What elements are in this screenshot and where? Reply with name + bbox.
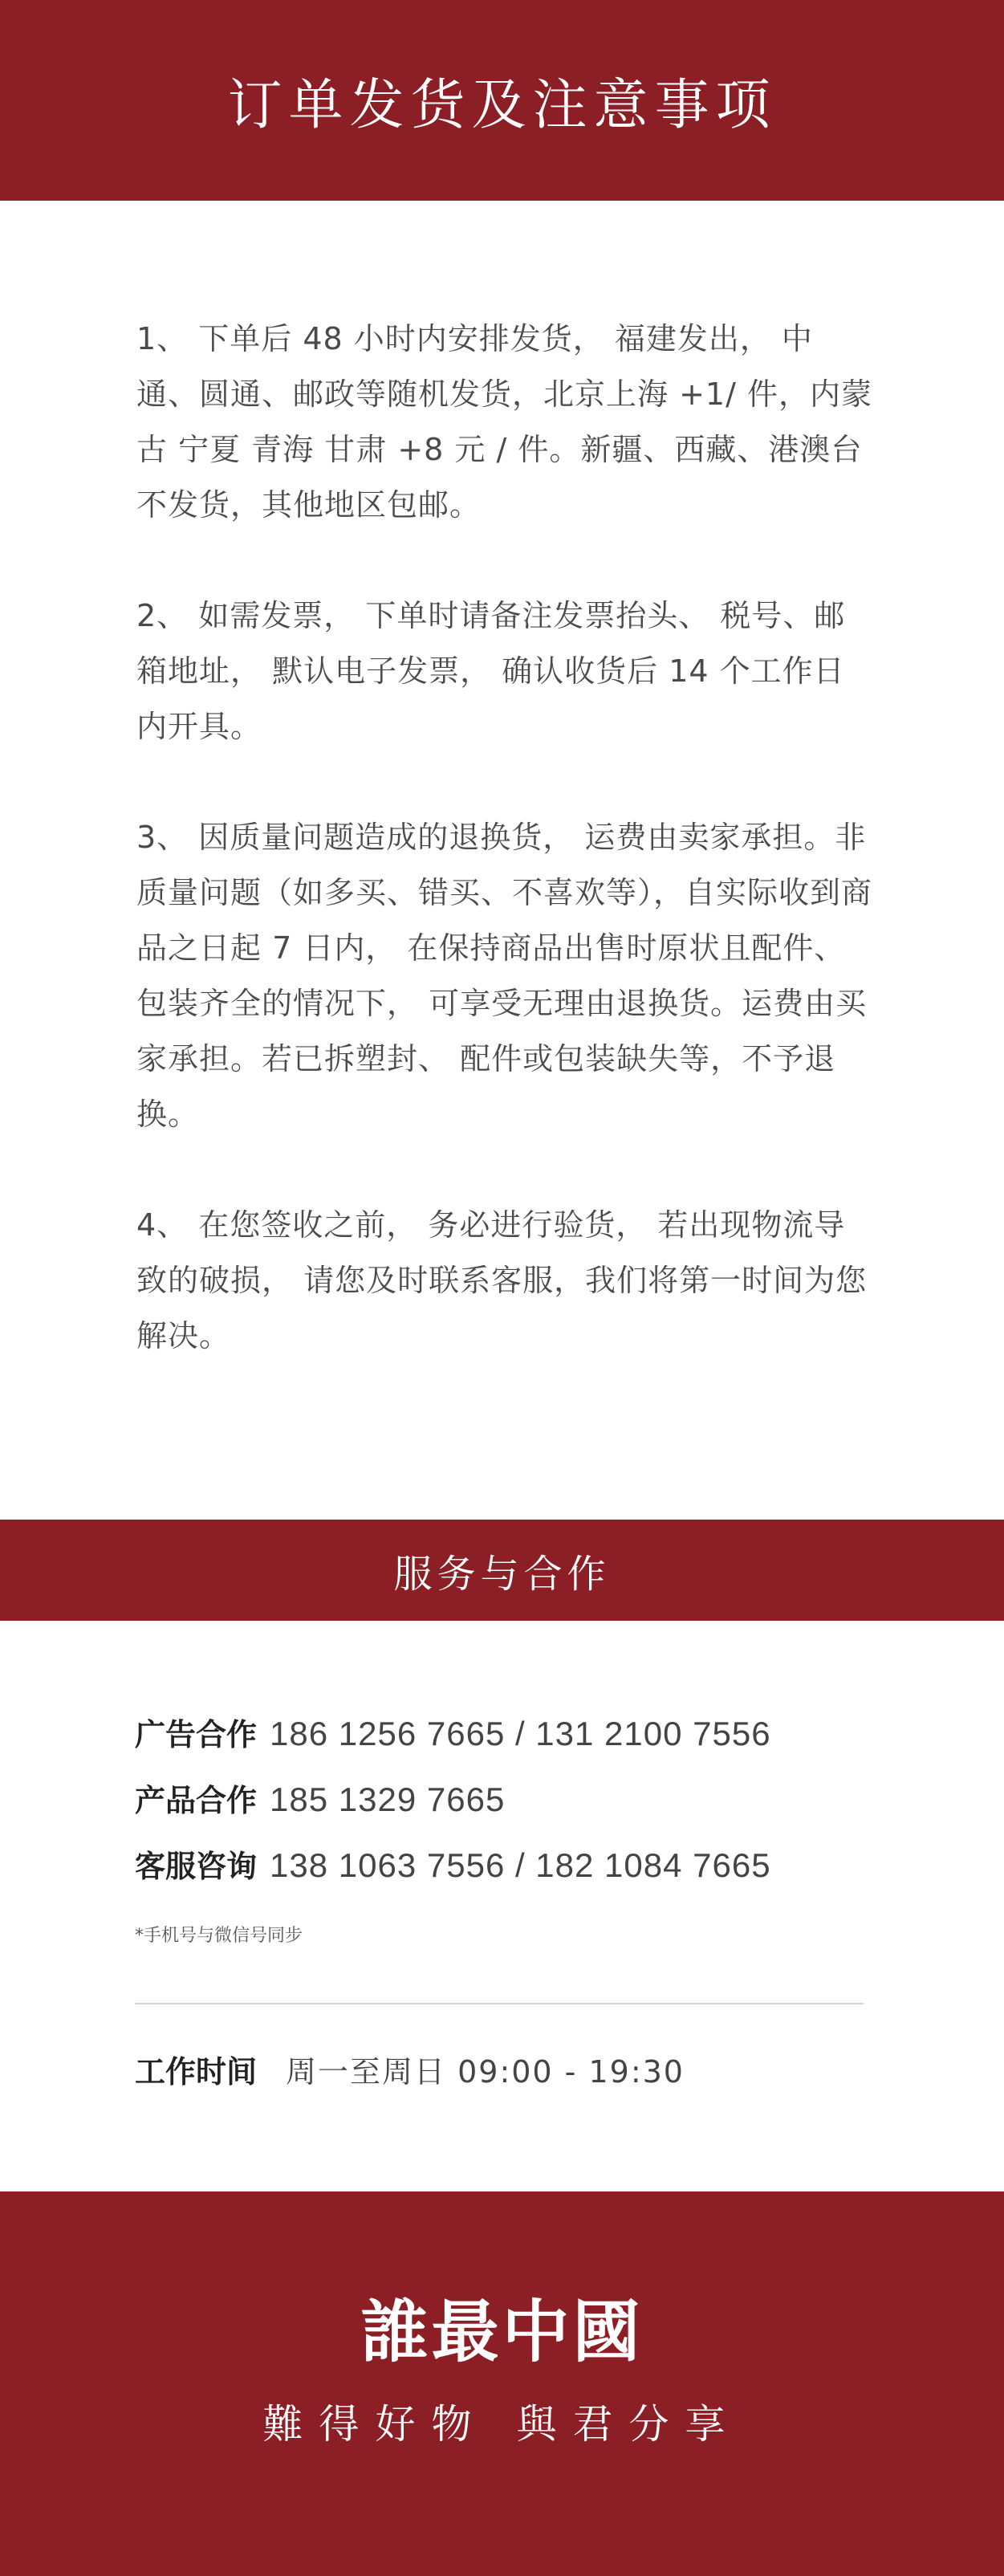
contact-phone[interactable]: 186 1256 7665 / 131 2100 7556 [270,1715,771,1752]
service-section-title: 服务与合作 [393,1551,611,1597]
footer-banner [0,2191,1004,2576]
contact-label: 广告合作 [135,1717,258,1752]
contact-phone[interactable]: 138 1063 7556 / 182 1084 7665 [270,1846,771,1884]
notes-list [136,311,875,1419]
page-title: 订单发货及注意事项 [227,73,777,137]
working-hours-label: 工作时间 [135,2054,258,2090]
wechat-footnote: *手机号与微信号同步 [135,1926,303,1946]
brand-logo: 誰最中國 [360,2292,644,2371]
contact-label: 客服咨询 [135,1849,258,1884]
note-item: 4、 在您签收之前， 务必进行验货， 若出现物流导致的破损， 请您及时联系客服，我们将第一时间为您解决。 [136,1207,868,1353]
contact-row-ads [135,1710,873,1776]
working-hours-value: 周一至周日 09:00 - 19:30 [286,2054,685,2090]
contact-list [135,1710,873,1947]
working-hours [135,2047,685,2091]
contact-row-product [135,1776,873,1841]
contact-phone[interactable]: 185 1329 7665 [270,1780,506,1818]
service-section-banner [0,1520,1004,1621]
note-item: 1、 下单后 48 小时内安排发货， 福建发出， 中通、圆通、邮政等随机发货，北京上海 +1/ 件，内蒙古 宁夏 青海 甘肃 +8 元 / 件。新疆、西藏、港澳台不发货，其他地区包邮。 [136,321,872,523]
note-item: 2、 如需发票， 下单时请备注发票抬头、 税号、邮箱地址， 默认电子发票， 确认收货后 14 个工作日内开具。 [136,598,846,744]
contact-label: 产品合作 [135,1783,258,1818]
brand-slogan: 難得好物 與君分享 [262,2401,742,2448]
header-banner [0,0,1004,201]
contact-row-support [135,1841,873,1907]
divider [135,2003,864,2004]
note-item: 3、 因质量问题造成的退换货， 运费由卖家承担。非质量问题（如多买、错买、不喜欢等），自实际收到商品之日起 7 日内， 在保持商品出售时原状且配件、包装齐全的情况下， 可享受无理由退换货。运费由买家承担。若已拆塑封、 配件或包装缺失等，不予退换。 [136,820,873,1132]
